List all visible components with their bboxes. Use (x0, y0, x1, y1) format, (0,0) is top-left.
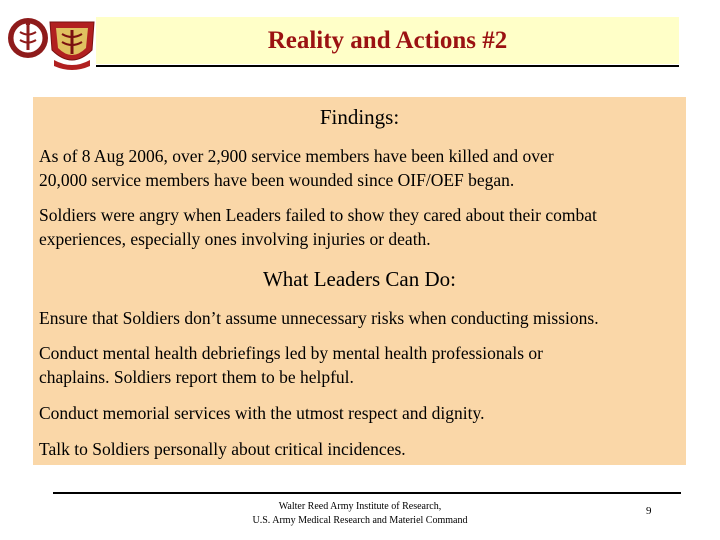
action-line-4: Conduct memorial services with the utmost respect and dignity. (39, 403, 485, 423)
finding-line-4: experiences, especially ones involving injuries or death. (39, 229, 431, 249)
content-panel (33, 97, 686, 465)
action-line-3: chaplains. Soldiers report them to be helpful. (39, 367, 354, 387)
footer-credit (200, 500, 520, 528)
footer-line-1: Walter Reed Army Institute of Research, (278, 501, 442, 512)
slide-title: Reality and Actions #2 (267, 26, 508, 54)
logos (6, 10, 98, 76)
action-line-2: Conduct mental health debriefings led by mental health professionals or (39, 343, 543, 363)
page-number: 9 (646, 505, 652, 517)
medcom-crest-icon (50, 22, 94, 70)
footer-rule (53, 492, 681, 494)
footer-line-2: U.S. Army Medical Research and Materiel Command (252, 515, 468, 526)
title-rule (96, 65, 679, 67)
finding-line-1: As of 8 Aug 2006, over 2,900 service members have been killed and over (39, 146, 554, 166)
finding-line-2: 20,000 service members have been wounded since OIF/OEF began. (39, 170, 515, 190)
wrair-crest-icon (6, 10, 98, 76)
title-bar (96, 17, 679, 64)
findings-heading: Findings: (319, 105, 400, 129)
actions-heading: What Leaders Can Do: (262, 267, 456, 291)
action-line-5: Talk to Soldiers personally about critical incidences. (39, 439, 406, 459)
action-line-1: Ensure that Soldiers don’t assume unnecessary risks when conducting missions. (39, 308, 599, 328)
finding-line-3: Soldiers were angry when Leaders failed to show they cared about their combat (39, 205, 597, 225)
